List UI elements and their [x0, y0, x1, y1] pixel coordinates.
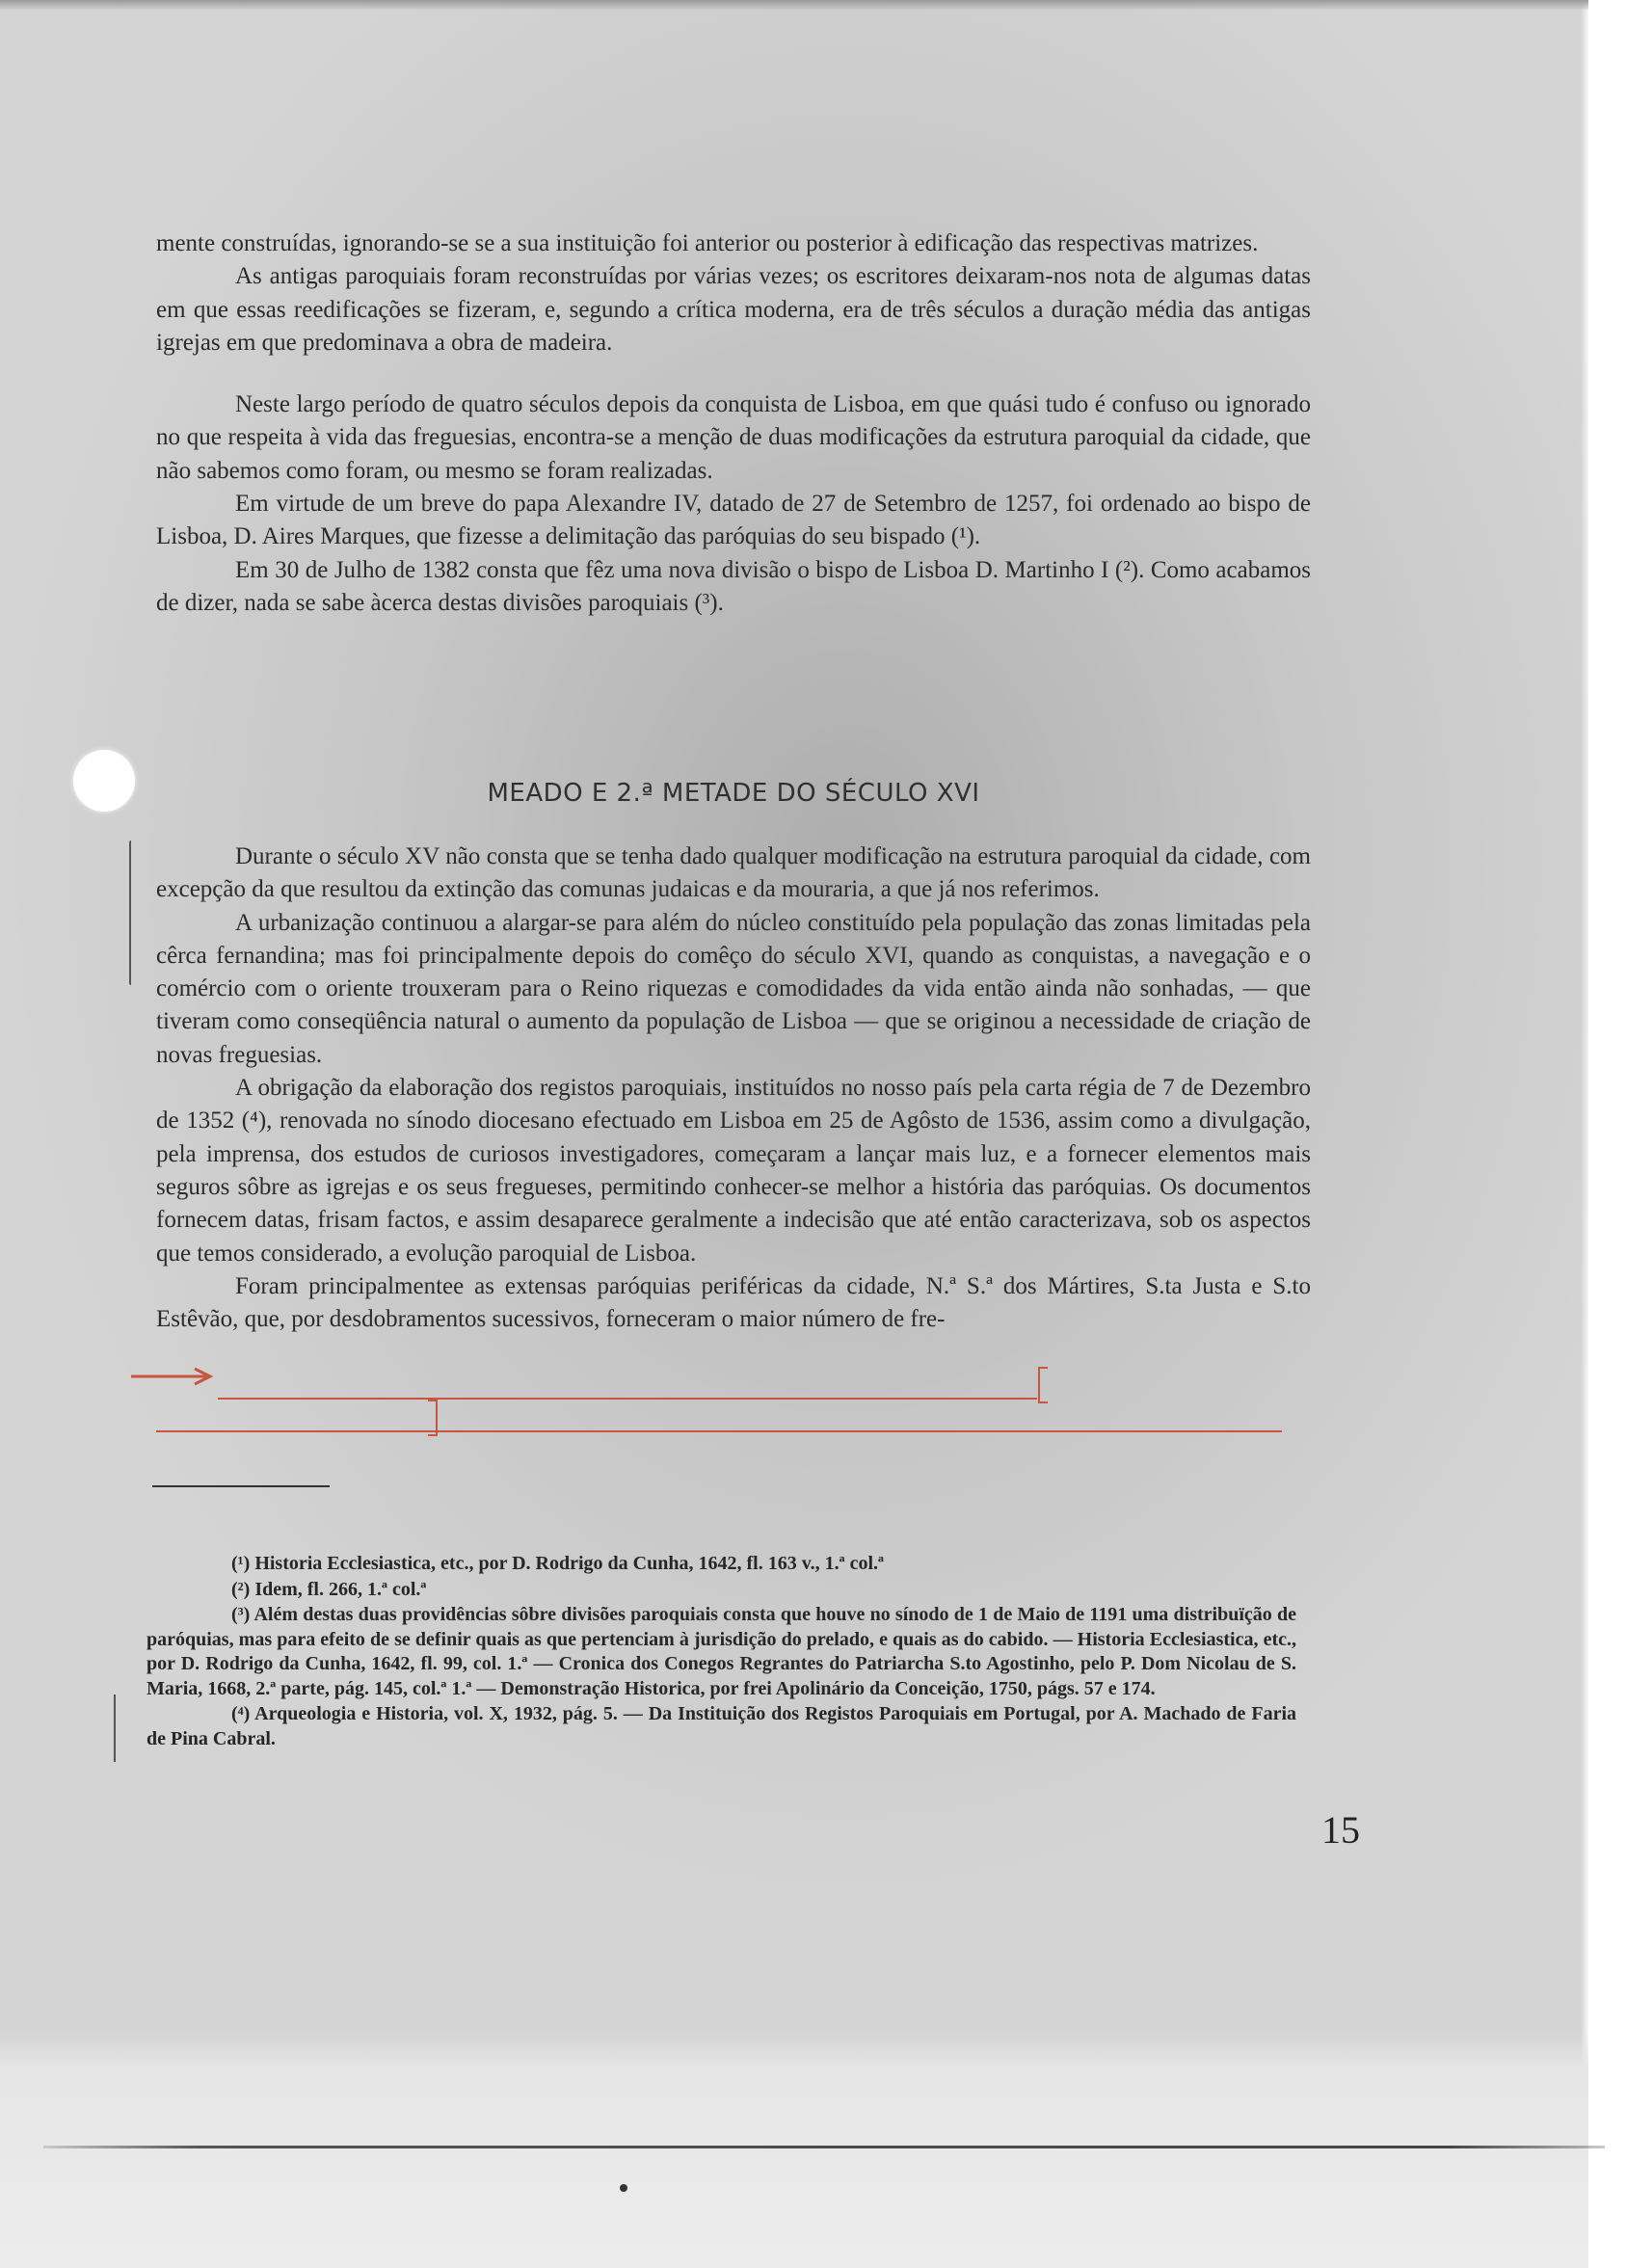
paragraph: Durante o século XV não consta que se tenha dado qualquer modificação na estrutura paroquial da cidade, com excepção da que resultou da extinção das comunas judaicas e da mouraria, a que já nos referimos.	[156, 843, 1311, 903]
paragraph: A obrigação da elaboração dos registos paroquiais, instituídos no nosso país pela carta régia de 7 de Dezembro de 1352 (⁴), renovada no sínodo diocesano efectuado em Lisboa em 25 de Agôsto de 1536, assim como a divulgação, pela imprensa, dos estudos de curiosos investigadores, começaram a lançar mais luz, e a fornecer elementos mais seguros sôbre as igrejas e os seus fregueses, permitindo conhecer-se melhor a história das paróquias. Os documentos fornecem datas, frisam factos, e assim desaparece geralmente a indecisão que até então caracterizava, sob os aspectos que temos considerado, a evolução paroquial de Lisboa.	[156, 1075, 1311, 1267]
paragraph: Neste largo período de quatro séculos depois da conquista de Lisboa, em que quási tudo é confuso ou ignorado no que respeita à vida das freguesias, encontra-se a menção de duas modificações da estrutura paroquial da cidade, que não sabemos como foram, ou mesmo se foram realizadas.	[156, 391, 1311, 484]
red-bracket	[428, 1400, 438, 1436]
paragraph: As antigas paroquiais foram reconstruídas por várias vezes; os escritores deixaram-nos nota de algumas datas em que essas reedificações se fizeram, e, segundo a crítica moderna, era de três séculos a duração média das antigas igrejas em que predominava a obra de madeira.	[156, 263, 1311, 356]
paragraph: Foram principalmentee as extensas paróquias periféricas da cidade, N.ª S.ª dos Mártires, S.ta Justa e S.to Estêvão, que, por desdobramentos sucessivos, forneceram o maior número de fre-	[156, 1272, 1311, 1333]
paragraph: A urbanização continuou a alargar-se para além do núcleo constituído pela população das zonas limitadas pela cêrca fernandina; mas foi principalmente depois do comêço do século XVI, quando as conquistas, a navegação e o comércio com o oriente trouxeram para o Reino riquezas e comodidades da vida então ainda não sonhadas, — que tiveram como conseqüência natural o aumento da população de Lisboa — que se originou a necessidade de criação de novas freguesias.	[156, 909, 1311, 1068]
top-shadow-edge	[0, 0, 1605, 10]
footnotes	[147, 1552, 1296, 1752]
footnote: (¹) Historia Ecclesiastica, etc., por D. Rodrigo da Cunha, 1642, fl. 163 v., 1.ª col.ª	[231, 1553, 885, 1574]
body-text-section	[156, 840, 1311, 1336]
punch-hole	[73, 750, 135, 812]
footnote: (³) Além destas duas providências sôbre divisões paroquiais consta que houve no sínodo de 1 de Maio de 1191 uma distribuïção de paróquias, mas para efeito de se definir quais as que pertenciam à jurisdição do prelado, e quais as do cabido. — Historia Ecclesiastica, etc., por D. Rodrigo da Cunha, 1642, fl. 99, col. 1.ª — Cronica dos Conegos Regrantes do Patriarcha S.to Agostinho, pelo P. Dom Nicolau de S. Maria, 1668, 2.ª parte, pág. 145, col.ª 1.ª — Demonstração Historica, por frei Apolinário da Conceição, 1750, págs. 57 e 174.	[147, 1604, 1296, 1699]
body-text-top	[156, 227, 1311, 620]
footnote: (⁴) Arqueologia e Historia, vol. X, 1932, pág. 5. — Da Instituição dos Registos Paroquiais em Portugal, por A. Machado de Faria de Pina Cabral.	[147, 1703, 1296, 1749]
bottom-paper-band	[0, 2032, 1588, 2268]
margin-pencil-mark	[129, 840, 135, 985]
red-bracket	[1038, 1367, 1048, 1403]
footnote-rule	[152, 1485, 330, 1487]
footnote: (²) Idem, fl. 266, 1.ª col.ª	[231, 1578, 427, 1600]
paragraph: mente construídas, ignorando-se se a sua instituição foi anterior ou posterior à edificação das respectivas matrizes.	[156, 230, 1259, 256]
page-number: 15	[1321, 1808, 1360, 1852]
red-arrow-icon	[129, 1367, 216, 1386]
red-underline	[218, 1398, 1037, 1400]
paper-margin-right	[1588, 0, 1626, 2268]
section-heading: MEADO E 2.ª METADE DO SÉCULO XVI	[487, 779, 980, 808]
bottom-edge-line	[43, 2146, 1605, 2148]
speck	[620, 2184, 627, 2192]
paragraph: Em virtude de um breve do papa Alexandre IV, datado de 27 de Setembro de 1257, foi ordenado ao bispo de Lisboa, D. Aires Marques, que fizesse a delimitação das paróquias do seu bispado (¹).	[156, 491, 1311, 550]
paragraph: Em 30 de Julho de 1382 consta que fêz uma nova divisão o bispo de Lisboa D. Martinho I (²). Como acabamos de dizer, nada se sabe àcerca destas divisões paroquiais (³).	[156, 556, 1311, 616]
margin-pencil-mark	[114, 1694, 120, 1762]
red-underline	[156, 1430, 1282, 1432]
